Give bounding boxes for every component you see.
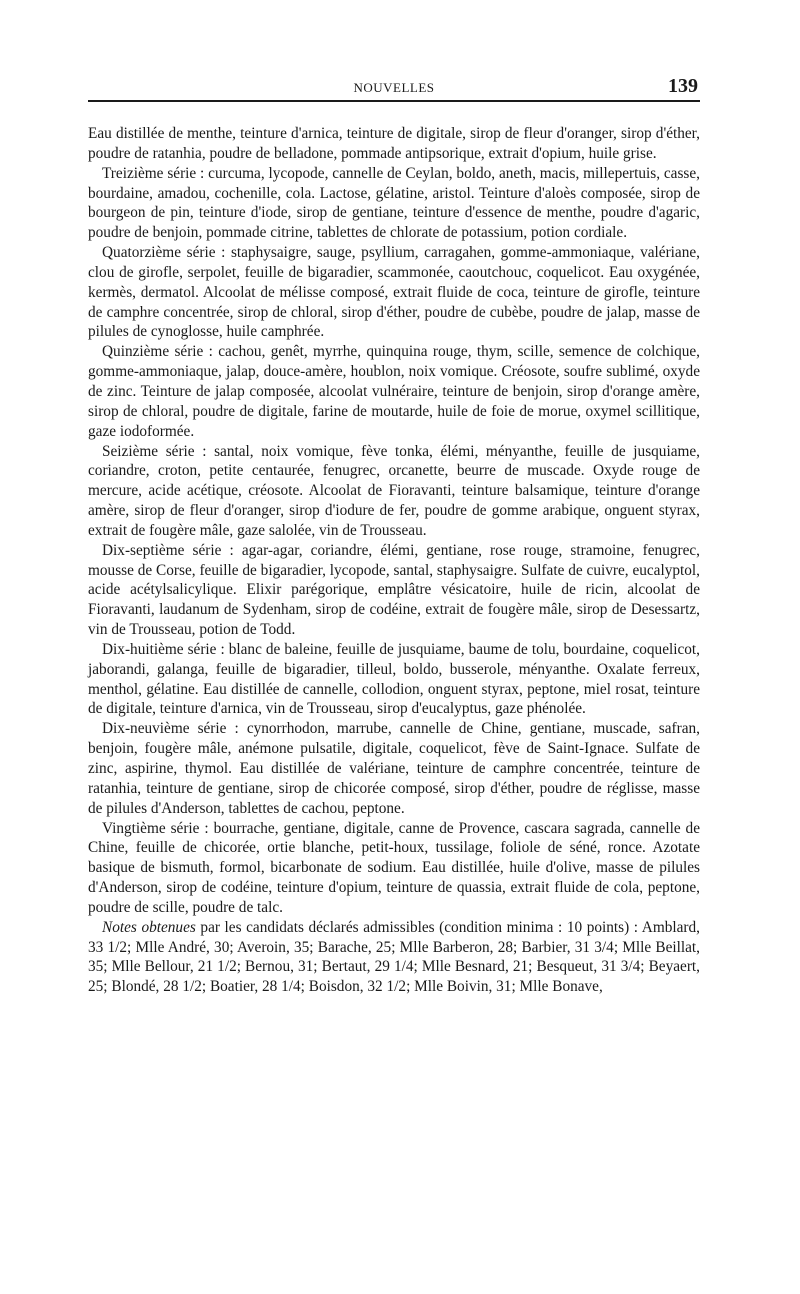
notes-label: Notes obtenues [102,918,196,936]
paragraph-notes [88,918,700,997]
running-title: NOUVELLES [353,80,435,95]
page-header [88,72,700,102]
document-page [88,72,700,997]
body-text [88,124,700,997]
page-number: 139 [668,75,698,97]
paragraph-serie-17: Dix-septième série : agar-agar, coriandre, élémi, gentiane, rose rouge, stramoine, fenugrec, mousse de Corse, feuille de bigaradier, lycopode, santal, staphysaigre. Sulfate de cuivre, eucalyptol, acide acétylsalicylique. Elixir parégorique, emplâtre vésicatoire, huile de ricin, alcoolat de Fioravanti, laudanum de Sydenham, sirop de codéine, extrait de fougère mâle, sirop de Desessartz, vin de Trousseau, potion de Todd. [88,541,700,639]
paragraph-serie-18: Dix-huitième série : blanc de baleine, feuille de jusquiame, baume de tolu, bourdaine, coquelicot, jaborandi, galanga, feuille de bigaradier, tilleul, boldo, busserole, ményanthe. Oxalate ferreux, menthol, gélatine. Eau distillée de cannelle, collodion, onguent styrax, peptone, miel rosat, teinture de digitale, teinture d'arnica, vin de Trousseau, sirop d'eucalyptus, gaze phénolée. [88,640,700,718]
paragraph-continuation: Eau distillée de menthe, teinture d'arnica, teinture de digitale, sirop de fleur d'oranger, sirop d'éther, poudre de ratanhia, poudre de belladone, pommade antipsorique, extrait d'opium, huile grise. [88,125,700,162]
paragraph-serie-13: Treizième série : curcuma, lycopode, cannelle de Ceylan, boldo, aneth, macis, millepertuis, casse, bourdaine, amadou, cochenille, cola. Lactose, gélatine, aristol. Teinture d'aloès composée, sirop de bourgeon de pin, teinture d'iode, sirop de gentiane, teinture d'essence de menthe, poudre d'agaric, poudre de benjoin, pommade citrine, tablettes de chlorate de potassium, potion cordiale. [88,164,700,242]
paragraph-serie-14: Quatorzième série : staphysaigre, sauge, psyllium, carragahen, gomme-ammoniaque, valériane, clou de girofle, serpolet, feuille de bigaradier, scammonée, caoutchouc, coquelicot. Eau oxygénée, kermès, dermatol. Alcoolat de mélisse composé, extrait fluide de coca, teinture de girofle, teinture de camphre concentrée, sirop de chloral, sirop d'éther, poudre de cubèbe, poudre de jalap, masse de pilules de cynoglosse, huile camphrée. [88,244,700,341]
notes-text: par les candidats déclarés admissibles (condition minima : 10 points) : Amblard, 33 1/2; Mlle André, 30; Averoin, 35; Barache, 25; Mlle Barberon, 28; Barbier, 31 3/4; Mlle Beillat, 35; Mlle Bellour, 21 1/2; Bernou, 31; Bertaut, 29 1/4; Mlle Besnard, 21; Besqueut, 31 3/4; Beyaert, 25; Blondé, 28 1/2; Boatier, 28 1/4; Boisdon, 32 1/2; Mlle Boivin, 31; Mlle Bonave, [88,918,700,996]
paragraph-serie-16: Seizième série : santal, noix vomique, fève tonka, élémi, ményanthe, feuille de jusquiame, coriandre, croton, petite centaurée, fenugrec, orcanette, beurre de muscade. Oxyde rouge de mercure, acide acétique, créosote. Alcoolat de Fioravanti, teinture balsamique, teinture d'orange amère, sirop de fleur d'oranger, sirop d'iodure de fer, poudre de gomme arabique, onguent styrax, extrait de fougère mâle, gaze salolée, vin de Trousseau. [88,442,700,539]
paragraph-serie-20: Vingtième série : bourrache, gentiane, digitale, canne de Provence, cascara sagrada, cannelle de Chine, feuille de chicorée, ortie blanche, petit-houx, tussilage, foliole de séné, ronce. Azotate basique de bismuth, formol, bicarbonate de sodium. Eau distillée, huile d'olive, masse de pilules d'Anderson, sirop de codéine, teinture d'opium, teinture de quassia, extrait fluide de cola, peptone, poudre de scille, poudre de talc. [88,819,700,916]
paragraph-serie-15: Quinzième série : cachou, genêt, myrrhe, quinquina rouge, thym, scille, semence de colchique, gomme-ammoniaque, jalap, douce-amère, houblon, noix vomique. Créosote, soufre sublimé, oxyde de zinc. Teinture de jalap composée, alcoolat vulnéraire, teinture de benjoin, sirop d'orange amère, sirop de chloral, poudre de digitale, farine de moutarde, huile de foie de morue, oxymel scillitique, gaze iodoformée. [88,343,700,440]
paragraph-serie-19: Dix-neuvième série : cynorrhodon, marrube, cannelle de Chine, gentiane, muscade, safran, benjoin, fougère mâle, anémone pulsatile, digitale, coquelicot, fève de Saint-Ignace. Sulfate de zinc, aspirine, thymol. Eau distillée de valériane, teinture de camphre concentrée, teinture de ratanhia, teinture de gentiane, sirop de chicorée composé, sirop d'éther, poudre de réglisse, masse de pilules d'Anderson, tablettes de cachou, peptone. [88,720,700,817]
